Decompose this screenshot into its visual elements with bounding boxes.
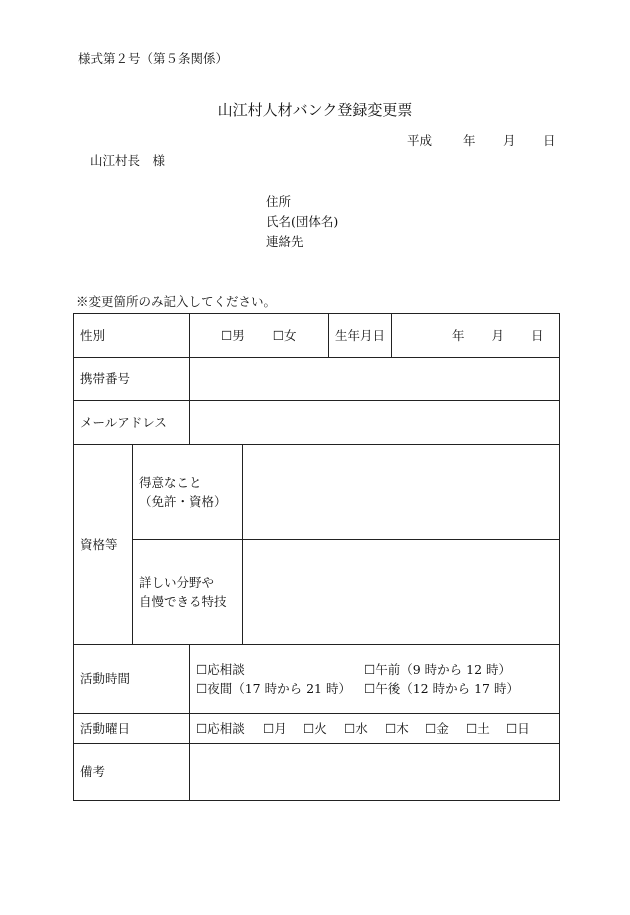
time-afternoon-checkbox[interactable]: ☐午後（12 時から 17 時） — [364, 681, 519, 696]
day-tuesday-checkbox[interactable]: ☐火 — [303, 720, 327, 736]
activity-days-label: 活動曜日 — [74, 714, 190, 744]
day-friday-checkbox[interactable]: ☐金 — [425, 720, 449, 736]
activity-time-options — [190, 645, 560, 714]
birthdate-label: 生年月日 — [329, 314, 392, 358]
birth-month-label: 月 — [491, 327, 505, 343]
contact-label: 連絡先 — [266, 234, 304, 249]
skills-field[interactable] — [243, 445, 560, 540]
day-sunday-checkbox[interactable]: ☐日 — [506, 720, 530, 736]
email-row — [74, 401, 560, 445]
gender-row — [74, 314, 560, 358]
mobile-row — [74, 358, 560, 401]
day-wednesday-checkbox[interactable]: ☐水 — [344, 720, 368, 736]
activity-time-row — [74, 645, 560, 714]
mobile-field[interactable] — [190, 358, 560, 401]
gender-label: 性別 — [74, 314, 190, 358]
time-morning-checkbox[interactable]: ☐午前（9 時から 12 時） — [364, 661, 512, 677]
remarks-field[interactable] — [190, 744, 560, 801]
date-day: 日 — [543, 133, 556, 148]
specialty-row — [74, 540, 560, 645]
birthdate-field[interactable] — [392, 314, 560, 358]
specialty-label-line2: 自慢できる特技 — [139, 594, 227, 609]
registration-change-table — [73, 313, 560, 801]
day-monday-checkbox[interactable]: ☐月 — [263, 720, 287, 736]
activity-days-row — [74, 714, 560, 744]
specialty-label-line1: 詳しい分野や — [139, 574, 215, 590]
date-year: 年 — [463, 133, 476, 148]
date-month: 月 — [503, 133, 516, 148]
activity-days-options — [190, 714, 560, 744]
time-negotiable-checkbox[interactable]: ☐応相談 — [196, 661, 245, 677]
remarks-label: 備考 — [74, 744, 190, 801]
birth-day-label: 日 — [531, 327, 544, 343]
birth-year-label: 年 — [452, 327, 465, 343]
gender-options-cell — [190, 314, 329, 358]
instruction-note: ※変更箇所のみ記入してください。 — [76, 294, 277, 309]
specialty-label — [133, 540, 243, 645]
time-night-checkbox[interactable]: ☐夜間（17 時から 21 時） — [196, 681, 351, 696]
day-thursday-checkbox[interactable]: ☐木 — [385, 720, 409, 736]
qualifications-label: 資格等 — [74, 445, 133, 645]
day-negotiable-checkbox[interactable]: ☐応相談 — [196, 720, 245, 736]
specialty-field[interactable] — [243, 540, 560, 645]
skills-label-line2: （免許・資格） — [139, 494, 227, 509]
email-field[interactable] — [190, 401, 560, 445]
day-saturday-checkbox[interactable]: ☐土 — [466, 720, 490, 736]
form-number: 様式第２号（第５条関係） — [78, 51, 229, 66]
skills-label — [133, 445, 243, 540]
date-era: 平成 — [407, 133, 433, 148]
email-label: メールアドレス — [74, 401, 190, 445]
skills-row — [74, 445, 560, 540]
gender-male-checkbox[interactable]: ☐男 — [221, 327, 245, 343]
activity-time-label: 活動時間 — [74, 645, 190, 714]
addressee: 山江村長 様 — [90, 153, 166, 168]
address-label: 住所 — [266, 194, 292, 209]
gender-female-checkbox[interactable]: ☐女 — [272, 327, 297, 343]
page-title: 山江村人材バンク登録変更票 — [217, 101, 413, 119]
mobile-label: 携帯番号 — [74, 358, 190, 401]
skills-label-line1: 得意なこと — [139, 474, 202, 490]
remarks-row — [74, 744, 560, 801]
name-label: 氏名(団体名) — [266, 214, 339, 229]
